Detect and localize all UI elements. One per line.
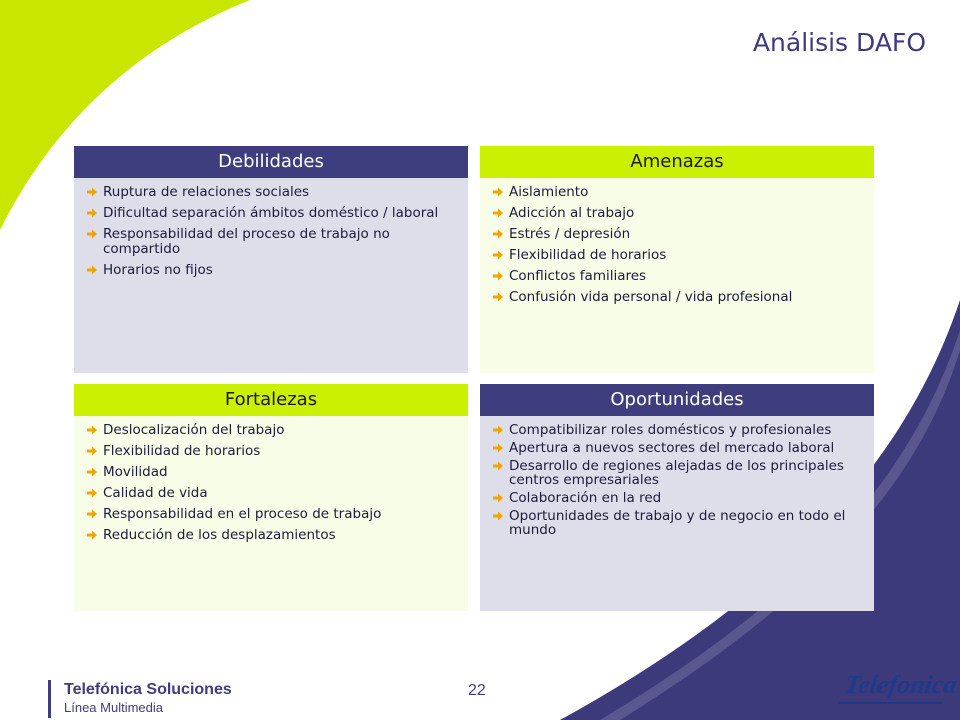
- list-item: [492, 248, 862, 263]
- list-item-text: Flexibilidad de horarios: [509, 247, 667, 263]
- list-item: [86, 185, 456, 200]
- oportunidades-list: [492, 423, 862, 537]
- list-item: [492, 459, 862, 487]
- logo-underline: [838, 702, 943, 704]
- page-title: Análisis DAFO: [752, 28, 926, 57]
- arrow-right-icon: [86, 508, 98, 520]
- list-item: [86, 507, 456, 522]
- list-item-text: Colaboración en la red: [509, 490, 662, 506]
- fortalezas-list: [86, 423, 456, 543]
- page-number: 22: [468, 682, 486, 699]
- arrow-right-icon: [492, 492, 504, 504]
- arrow-right-icon: [492, 249, 504, 261]
- arrow-right-icon: [86, 228, 98, 240]
- list-item: [492, 269, 862, 284]
- arrow-right-icon: [492, 442, 504, 454]
- list-item: [86, 227, 456, 257]
- list-item-text: Ruptura de relaciones sociales: [103, 184, 310, 200]
- arrow-right-icon: [86, 487, 98, 499]
- arrow-right-icon: [492, 460, 504, 472]
- list-item-text: Reducción de los desplazamientos: [103, 527, 336, 543]
- quadrant-oportunidades: [480, 384, 874, 611]
- list-item-text: Oportunidades de trabajo y de negocio en todo el mundo: [509, 508, 846, 538]
- list-item-text: Conflictos familiares: [509, 268, 647, 284]
- debilidades-list: [86, 185, 456, 278]
- arrow-right-icon: [492, 510, 504, 522]
- list-item: [86, 528, 456, 543]
- arrow-right-icon: [492, 228, 504, 240]
- oportunidades-body: [480, 416, 874, 611]
- arrow-right-icon: [492, 207, 504, 219]
- list-item-text: Calidad de vida: [103, 485, 208, 501]
- list-item-text: Apertura a nuevos sectores del mercado laboral: [509, 440, 835, 456]
- arrow-right-icon: [86, 466, 98, 478]
- arrow-right-icon: [492, 186, 504, 198]
- list-item: [492, 423, 862, 437]
- list-item: [86, 444, 456, 459]
- list-item: [492, 185, 862, 200]
- list-item-text: Responsabilidad en el proceso de trabajo: [103, 506, 382, 522]
- arrow-right-icon: [86, 264, 98, 276]
- quadrant-debilidades: [74, 146, 468, 373]
- company-name: Telefónica Soluciones: [64, 681, 232, 698]
- telefonica-logo: Telefonica: [843, 670, 959, 699]
- list-item: [492, 227, 862, 242]
- oportunidades-header: Oportunidades: [480, 384, 874, 416]
- list-item-text: Horarios no fijos: [103, 262, 213, 278]
- arrow-right-icon: [86, 529, 98, 541]
- debilidades-header: Debilidades: [74, 146, 468, 178]
- footer-divider: [48, 680, 51, 718]
- arrow-right-icon: [86, 186, 98, 198]
- arrow-right-icon: [492, 291, 504, 303]
- list-item: [86, 423, 456, 438]
- list-item-text: Compatibilizar roles domésticos y profesionales: [509, 422, 832, 438]
- list-item-text: Confusión vida personal / vida profesional: [509, 289, 793, 305]
- debilidades-body: [74, 178, 468, 373]
- list-item-text: Estrés / depresión: [509, 226, 631, 242]
- list-item: [492, 491, 862, 505]
- list-item: [86, 263, 456, 278]
- list-item-text: Adicción al trabajo: [509, 205, 635, 221]
- list-item-text: Aislamiento: [509, 184, 589, 200]
- amenazas-body: [480, 178, 874, 373]
- list-item: [86, 486, 456, 501]
- list-item-text: Responsabilidad del proceso de trabajo no compartido: [103, 226, 390, 257]
- list-item-text: Desarrollo de regiones alejadas de los principales centros empresariales: [509, 458, 844, 488]
- fortalezas-header: Fortalezas: [74, 384, 468, 416]
- division-name: Línea Multimedia: [64, 700, 163, 715]
- list-item-text: Flexibilidad de horarios: [103, 443, 261, 459]
- list-item: [492, 509, 862, 537]
- fortalezas-body: [74, 416, 468, 611]
- list-item: [492, 206, 862, 221]
- arrow-right-icon: [86, 445, 98, 457]
- arrow-right-icon: [86, 424, 98, 436]
- amenazas-list: [492, 185, 862, 305]
- list-item: [86, 206, 456, 221]
- quadrant-fortalezas: [74, 384, 468, 611]
- arrow-right-icon: [492, 424, 504, 436]
- arrow-right-icon: [492, 270, 504, 282]
- arrow-right-icon: [86, 207, 98, 219]
- list-item-text: Movilidad: [103, 464, 168, 480]
- quadrant-amenazas: [480, 146, 874, 373]
- list-item-text: Deslocalización del trabajo: [103, 422, 285, 438]
- list-item: [492, 290, 862, 305]
- amenazas-header: Amenazas: [480, 146, 874, 178]
- list-item-text: Dificultad separación ámbitos doméstico / laboral: [103, 205, 439, 221]
- list-item: [492, 441, 862, 455]
- list-item: [86, 465, 456, 480]
